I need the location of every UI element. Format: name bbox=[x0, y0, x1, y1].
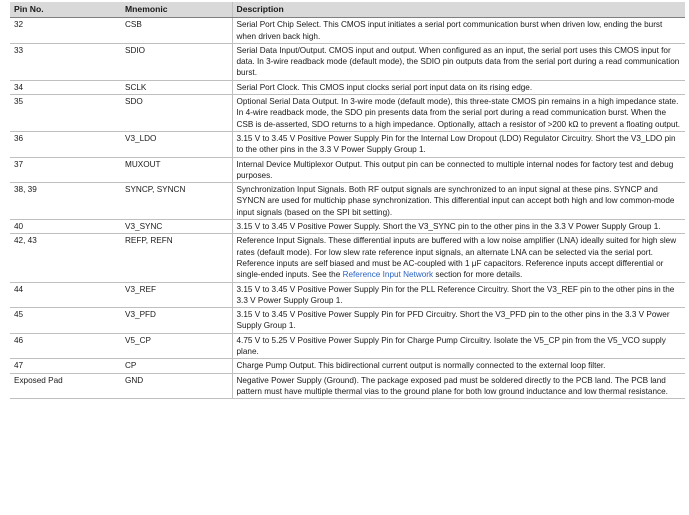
pin-number: 44 bbox=[10, 282, 121, 308]
pin-number: 40 bbox=[10, 220, 121, 234]
pin-function-table bbox=[10, 2, 685, 399]
pin-description: 3.15 V to 3.45 V Positive Power Supply Pin for the Internal Low Dropout (LDO) Regulator Circuitry. Short the V3_LDO pin to the other pins in the 3.3 V Power Supply Group 1. bbox=[232, 131, 685, 157]
table-row bbox=[10, 282, 685, 308]
table-row bbox=[10, 157, 685, 183]
header-row bbox=[10, 2, 685, 18]
description-text: Reference Input Signals. These differential inputs are buffered with a low noise amplifier (LNA) ideally suited for high slew rates (default mode). For low slew rate reference input signals, an alternate LNA can be selected via the serial port. Reference inputs are self biased and must be AC-coupled with 1 μF capacitors. Reference inputs accept differential or single-ended inputs. See the bbox=[236, 236, 677, 280]
pin-mnemonic: MUXOUT bbox=[121, 157, 232, 183]
pin-mnemonic: V3_REF bbox=[121, 282, 232, 308]
header-pin-no: Pin No. bbox=[10, 2, 121, 18]
pin-mnemonic: REFP, REFN bbox=[121, 234, 232, 282]
pin-number: 45 bbox=[10, 308, 121, 334]
pin-mnemonic: SDO bbox=[121, 95, 232, 132]
pin-mnemonic: V3_SYNC bbox=[121, 220, 232, 234]
table-row bbox=[10, 220, 685, 234]
pin-description: Serial Data Input/Output. CMOS input and output. When configured as an input, the serial port uses this CMOS input for data. In 3-wire readback mode (default mode), the SDIO pin outputs data from the serial port during a read communication burst. bbox=[232, 43, 685, 80]
table-row bbox=[10, 333, 685, 359]
table-row bbox=[10, 373, 685, 399]
table-row bbox=[10, 183, 685, 220]
pin-description: Serial Port Clock. This CMOS input clocks serial port input data on its rising edge. bbox=[232, 80, 685, 94]
pin-description: Synchronization Input Signals. Both RF output signals are synchronized to an input signal at these pins. SYNCP and SYNCN are used for multichip phase synchronization. This differential input can accept both high and low common-mode input signals (based on the SPI bit setting). bbox=[232, 183, 685, 220]
pin-number: 34 bbox=[10, 80, 121, 94]
reference-input-network-link[interactable]: Reference Input Network bbox=[342, 270, 434, 280]
pin-mnemonic: SCLK bbox=[121, 80, 232, 94]
table-row bbox=[10, 18, 685, 44]
pin-description: 3.15 V to 3.45 V Positive Power Supply Pin for PFD Circuitry. Short the V3_PFD pin to the other pins in the 3.3 V Power Supply Group 1. bbox=[232, 308, 685, 334]
pin-number: 38, 39 bbox=[10, 183, 121, 220]
pin-number: 32 bbox=[10, 18, 121, 44]
table-row bbox=[10, 80, 685, 94]
pin-description bbox=[232, 234, 685, 282]
pin-description: Charge Pump Output. This bidirectional current output is normally connected to the external loop filter. bbox=[232, 359, 685, 373]
pin-description: Optional Serial Data Output. In 3-wire mode (default mode), this three-state CMOS pin remains in a high impedance state. In 4-wire readback mode, the SDO pin presents data from the serial port during a read communication burst. When the CSB is de-asserted, SDO returns to a high impedance. Optionally, attach a resistor of >200 kΩ to prevent a floating output. bbox=[232, 95, 685, 132]
table-row bbox=[10, 43, 685, 80]
pin-mnemonic: CP bbox=[121, 359, 232, 373]
table-row bbox=[10, 95, 685, 132]
pin-number: 42, 43 bbox=[10, 234, 121, 282]
pin-mnemonic: V3_PFD bbox=[121, 308, 232, 334]
pin-mnemonic: GND bbox=[121, 373, 232, 399]
header-description: Description bbox=[232, 2, 685, 18]
pin-description: Internal Device Multiplexor Output. This output pin can be connected to multiple internal nodes for factory test and debug purposes. bbox=[232, 157, 685, 183]
pin-description: Serial Port Chip Select. This CMOS input initiates a serial port communication burst when driven low, ending the burst when driven back high. bbox=[232, 18, 685, 44]
pin-description: 3.15 V to 3.45 V Positive Power Supply. Short the V3_SYNC pin to the other pins in the 3.3 V Power Supply Group 1. bbox=[232, 220, 685, 234]
table-row bbox=[10, 359, 685, 373]
pin-mnemonic: CSB bbox=[121, 18, 232, 44]
header-mnemonic: Mnemonic bbox=[121, 2, 232, 18]
pin-mnemonic: V5_CP bbox=[121, 333, 232, 359]
pin-description: 3.15 V to 3.45 V Positive Power Supply Pin for the PLL Reference Circuitry. Short the V3_REF pin to the other pins in the 3.3 V Power Supply Group 1. bbox=[232, 282, 685, 308]
pin-mnemonic: SYNCP, SYNCN bbox=[121, 183, 232, 220]
description-text: section for more details. bbox=[433, 270, 523, 280]
pin-number: 46 bbox=[10, 333, 121, 359]
table-header bbox=[10, 2, 685, 18]
pin-number: 35 bbox=[10, 95, 121, 132]
pin-number: 33 bbox=[10, 43, 121, 80]
table-row bbox=[10, 234, 685, 282]
pin-number: 37 bbox=[10, 157, 121, 183]
pin-description: Negative Power Supply (Ground). The package exposed pad must be soldered directly to the PCB land. The PCB land pattern must have multiple thermal vias to the ground plane for both low ground inductance and low thermal resistance. bbox=[232, 373, 685, 399]
pin-mnemonic: SDIO bbox=[121, 43, 232, 80]
pin-number: 47 bbox=[10, 359, 121, 373]
table-row bbox=[10, 308, 685, 334]
pin-description: 4.75 V to 5.25 V Positive Power Supply Pin for Charge Pump Circuitry. Isolate the V5_CP pin from the V5_VCO supply plane. bbox=[232, 333, 685, 359]
pin-number: Exposed Pad bbox=[10, 373, 121, 399]
pin-mnemonic: V3_LDO bbox=[121, 131, 232, 157]
table-row bbox=[10, 131, 685, 157]
pin-number: 36 bbox=[10, 131, 121, 157]
